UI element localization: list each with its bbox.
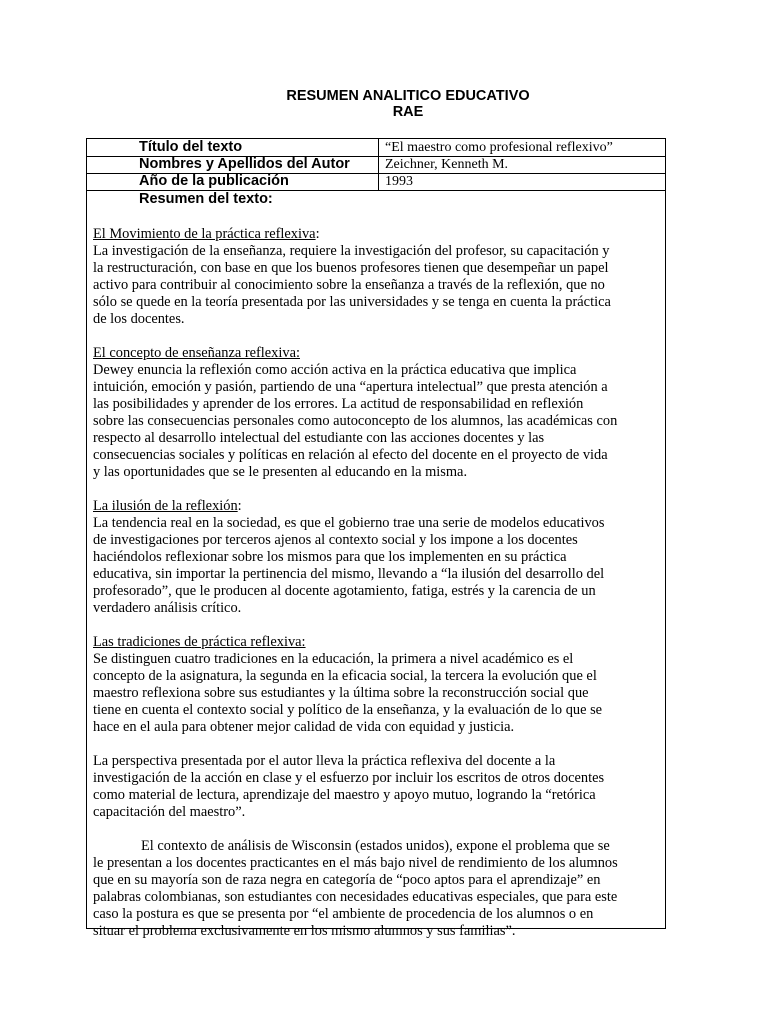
year-value: 1993 [385, 174, 413, 189]
text-line: La tendencia real en la sociedad, es que el gobierno trae una serie de modelos educativos [93, 515, 605, 531]
paragraph-wisconsin [93, 838, 663, 940]
text-line: Se distinguen cuatro tradiciones en la educación, la primera a nivel académico es el [93, 651, 574, 667]
text-line: sobre las consecuencias personales como autoconcepto de los alumnos, las académicas con [93, 413, 618, 429]
summary-label: Resumen del texto: [139, 191, 273, 207]
section-heading: La ilusión de la reflexión: [93, 498, 242, 514]
section-concepto [93, 345, 663, 481]
text-line: Dewey enuncia la reflexión como acción activa en la práctica educativa que implica [93, 362, 577, 378]
text-line: tiene en cuenta el contexto social y político de la enseñanza, y la evaluación de lo que se [93, 702, 603, 718]
section-movimiento [93, 226, 663, 328]
year-label: Año de la publicación [139, 173, 289, 189]
text-line: La investigación de la enseñanza, requiere la investigación del profesor, su capacitación y [93, 243, 610, 259]
text-line: y las oportunidades que se le presenten al educando en la misma. [93, 464, 468, 480]
section-heading: Las tradiciones de práctica reflexiva: [93, 634, 306, 650]
summary-body [93, 226, 663, 957]
text-line: haciéndolos reflexionar sobre los mismos para que los implementen en su práctica [93, 549, 567, 565]
author-value: Zeichner, Kenneth M. [385, 157, 509, 172]
text-line: La perspectiva presentada por el autor lleva la práctica reflexiva del docente a la [93, 753, 556, 769]
text-line: sólo se quede en la teoría presentada por las universidades y se tenga en cuenta la práctica [93, 294, 611, 310]
text-line: profesorado”, que le producen al docente agotamiento, fatiga, estrés y la carencia de un [93, 583, 596, 599]
section-ilusion [93, 498, 663, 617]
text-line: caso la postura es que se presenta por “el ambiente de procedencia de los alumnos o en [93, 906, 594, 922]
text-line: respecto al desarrollo intelectual del estudiante con las acciones docentes y las [93, 430, 545, 446]
text-line: le presentan a los docentes practicantes en el más bajo nivel de rendimiento de los alumnos [93, 855, 618, 871]
text-line: educativa, sin importar la pertinencia del mismo, llevando a “la ilusión del desarrollo del [93, 566, 605, 582]
text-line: que en su mayoría son de raza negra en categoría de “poco aptos para el aprendizaje” en [93, 872, 601, 888]
text-line: El contexto de análisis de Wisconsin (estados unidos), expone el problema que se [141, 838, 610, 854]
section-tradiciones [93, 634, 663, 736]
text-line: activo para contribuir al conocimiento sobre la enseñanza a través de la reflexión, que no [93, 277, 605, 293]
author-label: Nombres y Apellidos del Autor [139, 156, 350, 172]
text-line: maestro reflexiona sobre sus estudiantes y la última sobre la reconstrucción social que [93, 685, 589, 701]
text-line: consecuencias sociales y políticas en relación al efecto del docente en el proyecto de vida [93, 447, 608, 463]
text-line: palabras colombianas, son estudiantes con necesidades educativas especiales, que para este [93, 889, 618, 905]
text-line: la restructuración, con base en que los buenos profesores tienen que desempeñar un papel [93, 260, 609, 276]
text-line: intuición, emoción y pasión, partiendo de una “apertura intelectual” que presta atención a [93, 379, 608, 395]
table-column-divider [378, 139, 379, 191]
text-line: de investigaciones por terceros ajenos al contexto social y los impone a los docentes [93, 532, 578, 548]
title-value: “El maestro como profesional reflexivo” [385, 140, 613, 155]
text-line: investigación de la acción en clase y el esfuerzo por incluir los escritos de otros docentes [93, 770, 605, 786]
text-line: verdadero análisis crítico. [93, 600, 242, 616]
text-line: situar el problema exclusivamente en los mismo alumnos y sus familias”. [93, 923, 516, 939]
text-line: las posibilidades y aprender de los errores. La actitud de responsabilidad en reflexión [93, 396, 584, 412]
section-heading: El Movimiento de la práctica reflexiva: [93, 226, 320, 242]
title-label: Título del texto [139, 139, 243, 155]
paragraph-perspectiva [93, 753, 663, 821]
document-title: RESUMEN ANALITICO EDUCATIVO [286, 88, 530, 104]
text-line: de los docentes. [93, 311, 185, 327]
text-line: concepto de la asignatura, la segunda en la eficacia social, la tercera la evolución que el [93, 668, 597, 684]
document-subtitle: RAE [392, 104, 424, 120]
text-line: como material de lectura, aprendizaje del maestro y apoyo mutuo, logrando la “retórica [93, 787, 596, 803]
section-heading: El concepto de enseñanza reflexiva: [93, 345, 300, 361]
text-line: hace en el aula para obtener mejor calidad de vida con equidad y justicia. [93, 719, 515, 735]
text-line: capacitación del maestro”. [93, 804, 246, 820]
